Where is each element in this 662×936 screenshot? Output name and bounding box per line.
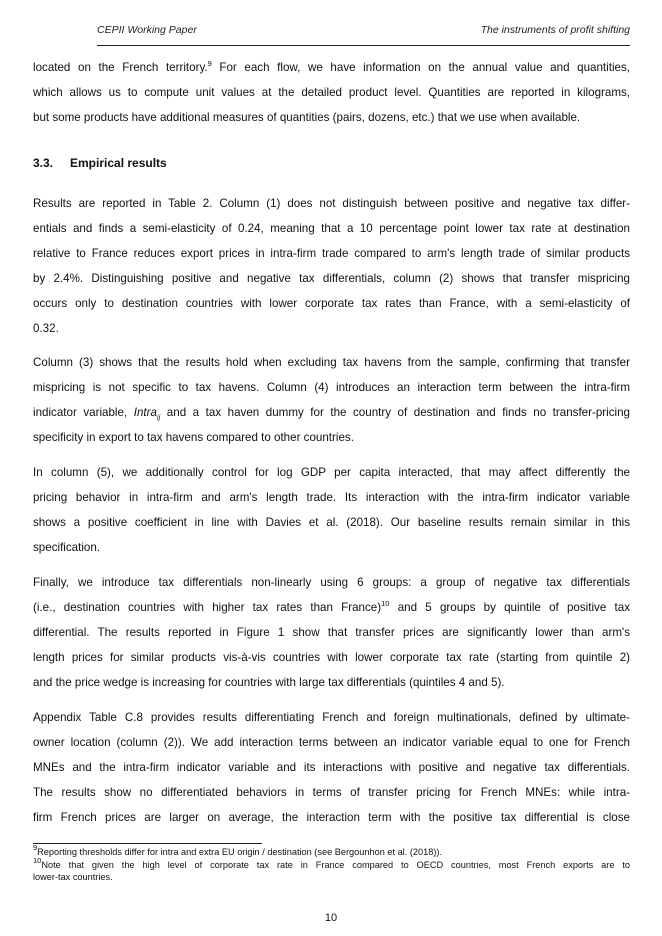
text-line: length prices for similar products vis-à-vis countries with lower corporate tax rate (starting from quintile 2) bbox=[33, 651, 630, 664]
text-line: and the price wedge is increasing for countries with large tax differentials (quintiles 4 and 5). bbox=[33, 676, 505, 689]
text: and 5 groups by quintile of positive tax bbox=[389, 601, 630, 614]
text-line bbox=[33, 595, 630, 620]
paragraph-results-overview bbox=[33, 191, 630, 341]
section-heading bbox=[33, 156, 167, 170]
footnote-mark: 9 bbox=[33, 843, 38, 852]
text-line bbox=[33, 855, 630, 872]
text-line: occurs only to destination countries with lower corporate tax rates than France, with a semi-elasticity of bbox=[33, 297, 630, 310]
text-line bbox=[33, 55, 630, 80]
text-line: MNEs and the intra-firm indicator variable and its interactions with positive and negative tax differentials. bbox=[33, 761, 630, 774]
text-line: owner location (column (2)). We add interaction terms between an indicator variable equal to one for French bbox=[33, 736, 630, 749]
text-line: but some products have additional measures of quantities (pairs, dozens, etc.) that we use when available. bbox=[33, 111, 581, 124]
text-line: specification. bbox=[33, 541, 101, 554]
text-line: shows a positive coefficient in line with Davies et al. (2018). Our baseline results remain similar in this bbox=[33, 516, 630, 529]
text-line: differential. The results reported in Figure 1 show that transfer prices are significantly lower than arm's bbox=[33, 626, 630, 639]
text: (i.e., destination countries with higher tax rates than France) bbox=[33, 601, 382, 614]
text: Reporting thresholds differ for intra and extra EU origin / destination (see Bergounhon et al. (2018)). bbox=[37, 847, 442, 857]
text-line: pricing behavior in intra-firm and arm's length trade. Its interaction with the intra-firm indicator variable bbox=[33, 491, 630, 504]
text-line: Column (3) shows that the results hold when excluding tax havens from the sample, confirming that transfer bbox=[33, 356, 630, 369]
section-number: 3.3. bbox=[33, 156, 54, 170]
text: and a tax haven dummy for the country of destination and finds no transfer-pricing bbox=[160, 406, 630, 419]
paragraph-nonlinear bbox=[33, 570, 630, 695]
text: For each flow, we have information on the annual value and quantities, bbox=[211, 61, 630, 74]
text-line bbox=[33, 843, 630, 859]
section-title: Empirical results bbox=[70, 156, 167, 170]
footnote-rule bbox=[33, 843, 262, 844]
text-line: Finally, we introduce tax differentials non-linearly using 6 groups: a group of negative tax differentials bbox=[33, 576, 630, 589]
text-line: by 2.4%. Distinguishing positive and negative tax differentials, column (2) shows that transfer mispricing bbox=[33, 272, 630, 285]
footnote-10 bbox=[33, 855, 630, 884]
text-line: Results are reported in Table 2. Column (1) does not distinguish between positive and negative tax differ- bbox=[33, 197, 630, 210]
text-line: relative to France reduces export prices in intra-firm trade compared to arm's length trade of similar products bbox=[33, 247, 630, 260]
text-line: which allows us to compute unit values at the detailed product level. Quantities are reported in kilograms, bbox=[33, 86, 630, 99]
footnote-ref-10[interactable]: 10 bbox=[381, 599, 390, 608]
footnote-mark: 10 bbox=[33, 855, 42, 865]
running-header-right: The instruments of profit shifting bbox=[480, 24, 630, 36]
paragraph-tax-havens bbox=[33, 350, 630, 450]
text: located on the French territory. bbox=[33, 61, 208, 74]
text-line: firm French prices are larger on average, the interaction term with the positive tax differential is close bbox=[33, 811, 630, 824]
paragraph-gdp-control bbox=[33, 460, 630, 560]
text: Note that given the high level of corporate tax rate in France compared to OECD countries, most French exports are to bbox=[41, 859, 630, 870]
text-line bbox=[33, 400, 630, 425]
text-line: entials and finds a semi-elasticity of 0.24, meaning that a 10 percentage point lower tax rate at destination bbox=[33, 222, 630, 235]
text-line: lower-tax countries. bbox=[33, 872, 113, 882]
text-line: 0.32. bbox=[33, 322, 59, 335]
footnote-ref-9[interactable]: 9 bbox=[207, 59, 212, 68]
text-line: specificity in export to tax havens compared to other countries. bbox=[33, 431, 354, 444]
page-number: 10 bbox=[324, 912, 338, 924]
paragraph-data-description bbox=[33, 55, 630, 130]
text-line: The results show no differentiated behaviors in terms of transfer pricing for French MNEs: while intra- bbox=[33, 786, 630, 799]
text: indicator variable, bbox=[33, 406, 134, 419]
footnote-9 bbox=[33, 843, 630, 859]
running-header-left: CEPII Working Paper bbox=[97, 24, 197, 36]
text-line: In column (5), we additionally control for log GDP per capita interacted, that may affect differently the bbox=[33, 466, 630, 479]
header-rule bbox=[97, 45, 630, 46]
text-line: mispricing is not specific to tax havens. Column (4) introduces an interaction term between the intra-firm bbox=[33, 381, 630, 394]
text-line: Appendix Table C.8 provides results differentiating French and foreign multinationals, defined by ultimate- bbox=[33, 711, 630, 724]
math-subscript: ij bbox=[156, 412, 161, 422]
paragraph-french-mnes bbox=[33, 705, 630, 830]
math-variable: Intra bbox=[133, 406, 157, 419]
